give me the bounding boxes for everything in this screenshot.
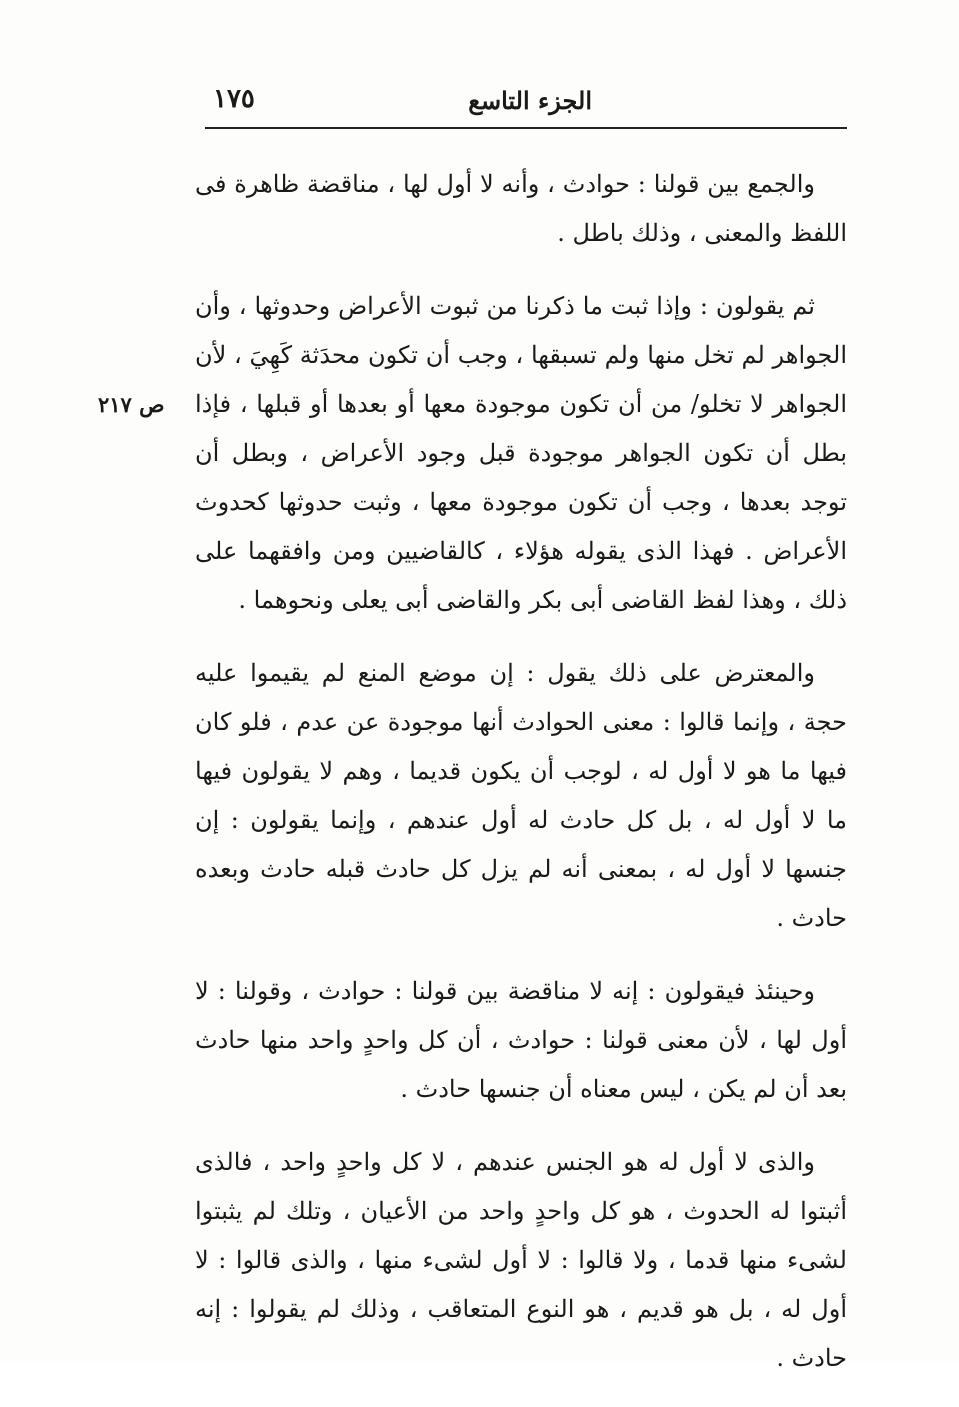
- running-title: الجزء التاسع: [468, 86, 592, 115]
- margin-page-reference: ص ٢١٧: [98, 392, 165, 417]
- page-number: ١٧٥: [213, 84, 255, 114]
- paragraph-5: والذى لا أول له هو الجنس عندهم ، لا كل واحدٍ واحد ، فالذى أثبتوا له الحدوث ، هو كل واحدٍ واحد من الأعيان ، وتلك لم يثبتوا لشىء منها قدما ، ولا قالوا : لا أول لشىء منها ، والذى قالوا : لا أول له ، بل هو قديم ، هو النوع المتعاقب ، وذلك لم يقولوا : إنه حادث .: [195, 1148, 847, 1372]
- paragraph-4: وحينئذ فيقولون : إنه لا مناقضة بين قولنا : حوادث ، وقولنا : لا أول لها ، لأن معنى قولنا : حوادث ، أن كل واحدٍ واحد منها حادث بعد أن لم يكن ، ليس معناه أن جنسها حادث .: [195, 977, 847, 1103]
- paragraph-2: ثم يقولون : وإذا ثبت ما ذكرنا من ثبوت الأعراض وحدوثها ، وأن الجواهر لم تخل منها ولم تسبقها ، وجب أن تكون محدَثة كَهِيَ ، لأن الجواهر لا تخلو/ من أن تكون موجودة معها أو بعدها أو قبلها ، فإذا بطل أن تكون الجواهر موجودة قبل وجود الأعراض ، وبطل أن توجد بعدها ، وجب أن تكون موجودة معها ، وثبت حدوثها كحدوث الأعراض . فهذا الذى يقوله هؤلاء ، كالقاضيين ومن وافقهما على ذلك ، وهذا لفظ القاضى أبى بكر والقاضى أبى يعلى ونحوهما .: [195, 292, 847, 614]
- paragraph-3: والمعترض على ذلك يقول : إن موضع المنع لم يقيموا عليه حجة ، وإنما قالوا : معنى الحوادث أنها موجودة عن عدم ، فلو كان فيها ما هو لا أول له ، لوجب أن يكون قديما ، وهم لا يقولون فيها ما لا أول له ، بل كل حادث له أول عندهم ، وإنما يقولون : إن جنسها لا أول له ، بمعنى أنه لم يزل كل حادث قبله حادث وبعده حادث .: [195, 659, 848, 932]
- body-text: [195, 160, 847, 1407]
- header-rule: [205, 127, 847, 129]
- paragraph-1: والجمع بين قولنا : حوادث ، وأنه لا أول لها ، مناقضة ظاهرة فى اللفظ والمعنى ، وذلك باطل .: [195, 170, 847, 247]
- page-header: [205, 82, 847, 126]
